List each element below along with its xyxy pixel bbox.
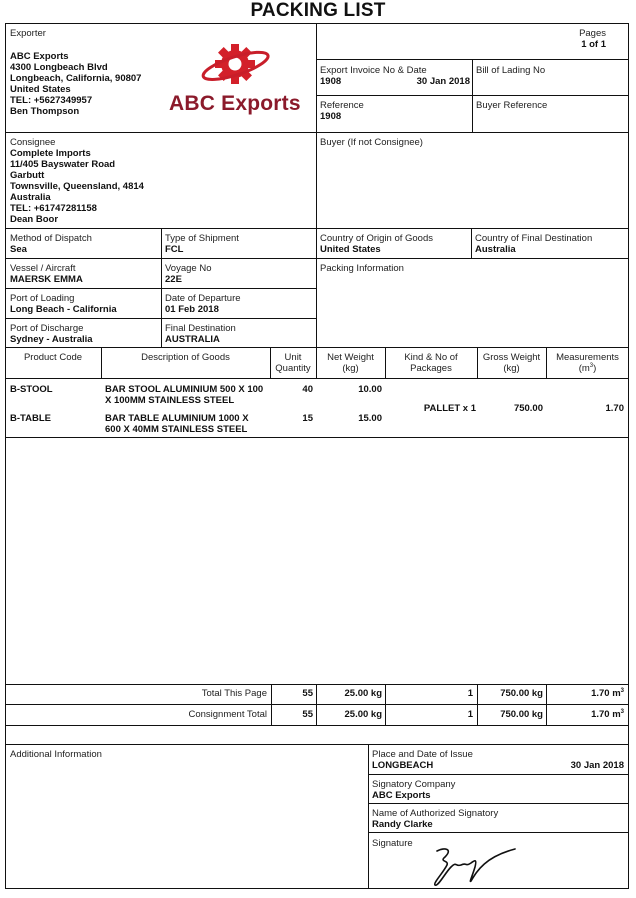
divider	[5, 132, 629, 133]
authorized-signatory-value: Randy Clarke	[372, 819, 433, 830]
divider	[316, 23, 317, 347]
bill-of-lading-label: Bill of Lading No	[476, 65, 546, 76]
reference-label: Reference	[320, 100, 364, 111]
divider	[5, 744, 629, 745]
exporter-label: Exporter	[10, 28, 46, 39]
invoice-number: 1908	[320, 76, 342, 87]
invoice-label: Export Invoice No & Date	[320, 65, 427, 76]
total-this-page-label: Total This Page	[201, 688, 267, 699]
country-of-origin-label: Country of Origin of Goods	[320, 233, 433, 244]
buyer-reference-label: Buyer Reference	[476, 100, 548, 111]
signature-label: Signature	[372, 838, 413, 849]
divider	[5, 704, 629, 705]
consignee-address-1: 11/405 Bayswater Road	[10, 159, 116, 170]
consignee-contact: Dean Boor	[10, 214, 59, 225]
authorized-signatory-label: Name of Authorized Signatory	[372, 808, 499, 819]
buyer-label: Buyer (If not Consignee)	[320, 137, 423, 148]
divider	[161, 228, 162, 347]
vessel-label: Vessel / Aircraft	[10, 263, 76, 274]
divider	[5, 258, 629, 259]
place-of-issue-value: LONGBEACH	[372, 760, 434, 771]
divider	[5, 378, 629, 379]
consignee-name: Complete Imports	[10, 148, 91, 159]
consignee-label: Consignee	[10, 137, 56, 148]
table-row-2-description: BAR TABLE ALUMINIUM 1000 X 600 X 40MM STAINLESS STEEL	[105, 413, 249, 435]
divider	[368, 803, 629, 804]
reference-value: 1908	[320, 111, 342, 122]
type-of-shipment-label: Type of Shipment	[165, 233, 239, 244]
exporter-address-2: Longbeach, California, 90807	[10, 73, 142, 84]
table-row-1-quantity: 40	[302, 384, 313, 395]
divider	[5, 684, 629, 685]
table-row-1-net-weight: 10.00	[358, 384, 382, 395]
divider	[368, 774, 629, 775]
consignee-address-3: Townsville, Queensland, 4814	[10, 181, 144, 192]
measurements-value: 1.70	[605, 403, 624, 414]
column-header-unit-quantity: Unit Quantity	[275, 352, 311, 374]
gear-logo-icon	[165, 40, 305, 90]
column-header-measurements: Measurements $(m^3)$	[556, 352, 619, 374]
country-final-destination-value: Australia	[475, 244, 516, 255]
final-destination-value: AUSTRALIA	[165, 334, 220, 345]
place-date-issue-label: Place and Date of Issue	[372, 749, 473, 760]
signatory-company-value: ABC Exports	[372, 790, 431, 801]
country-of-origin-value: United States	[320, 244, 381, 255]
logo-text: ABC Exports	[169, 92, 301, 115]
consignment-total-measurements: 1.70 $m^3$	[591, 708, 624, 720]
table-row-1-description: BAR STOOL ALUMINIUM 500 X 100 X 100MM STAINLESS STEEL	[105, 384, 264, 406]
divider	[368, 744, 369, 889]
consignment-total-label: Consignment Total	[188, 709, 267, 720]
column-header-product-code: Product Code	[23, 352, 83, 363]
total-this-page-gross-weight: 750.00 kg	[500, 688, 543, 699]
signatory-company-label: Signatory Company	[372, 779, 456, 790]
pages-label: Pages	[579, 28, 606, 39]
consignment-total-gross-weight: 750.00 kg	[500, 709, 543, 720]
consignee-country: Australia	[10, 192, 51, 203]
document-title: PACKING LIST	[250, 0, 386, 21]
divider	[5, 228, 629, 229]
signature-icon	[425, 843, 525, 888]
port-of-loading-label: Port of Loading	[10, 293, 75, 304]
company-logo	[165, 40, 305, 120]
port-of-discharge-value: Sydney - Australia	[10, 334, 93, 345]
consignment-total-row	[5, 709, 629, 723]
column-header-description: Description of Goods	[141, 352, 230, 363]
consignment-total-packages: 1	[467, 709, 473, 720]
consignment-total-net-weight: 25.00 kg	[344, 709, 382, 720]
voyage-no-value: 22E	[165, 274, 182, 285]
date-of-issue-value: 30 Jan 2018	[570, 760, 624, 771]
packages-value: PALLET x 1	[423, 403, 476, 414]
additional-information-label: Additional Information	[10, 749, 102, 760]
pages-value: 1 of 1	[581, 39, 606, 50]
final-destination-label: Final Destination	[165, 323, 236, 334]
divider	[5, 347, 629, 348]
column-header-kind-packages: Kind & No of Packages	[404, 352, 458, 374]
exporter-country: United States	[10, 84, 71, 95]
packing-information-label: Packing Information	[320, 263, 404, 274]
invoice-date: 30 Jan 2018	[416, 76, 470, 87]
consignment-total-quantity: 55	[302, 709, 313, 720]
divider	[472, 59, 473, 132]
consignee-address-2: Garbutt	[10, 170, 45, 181]
method-of-dispatch-value: Sea	[10, 244, 27, 255]
date-of-departure-value: 01 Feb 2018	[165, 304, 219, 315]
table-row-2-code: B-TABLE	[10, 413, 51, 424]
total-this-page-net-weight: 25.00 kg	[344, 688, 382, 699]
exporter-address-1: 4300 Longbeach Blvd	[10, 62, 108, 73]
table-row-2-net-weight: 15.00	[358, 413, 382, 424]
table-row-2-quantity: 15	[302, 413, 313, 424]
column-header-gross-weight: Gross Weight (kg)	[482, 352, 541, 374]
port-of-discharge-label: Port of Discharge	[10, 323, 84, 334]
divider	[5, 437, 629, 438]
port-of-loading-value: Long Beach - California	[10, 304, 117, 315]
total-this-page-packages: 1	[467, 688, 473, 699]
total-this-page-quantity: 55	[302, 688, 313, 699]
exporter-name: ABC Exports	[10, 51, 69, 62]
method-of-dispatch-label: Method of Dispatch	[10, 233, 92, 244]
column-header-net-weight: Net Weight (kg)	[327, 352, 374, 374]
gross-weight-value: 750.00	[513, 403, 543, 414]
date-of-departure-label: Date of Departure	[165, 293, 241, 304]
type-of-shipment-value: FCL	[165, 244, 184, 255]
table-row-1-code: B-STOOL	[10, 384, 53, 395]
total-this-page-row	[5, 688, 629, 702]
consignee-phone: TEL: +61747281158	[10, 203, 97, 214]
voyage-no-label: Voyage No	[165, 263, 212, 274]
vessel-value: MAERSK EMMA	[10, 274, 83, 285]
divider	[368, 832, 629, 833]
exporter-contact: Ben Thompson	[10, 106, 80, 117]
country-final-destination-label: Country of Final Destination	[475, 233, 593, 244]
divider	[5, 725, 629, 726]
exporter-phone: TEL: +5627349957	[10, 95, 93, 106]
divider	[471, 228, 472, 258]
total-this-page-measurements: 1.70 $m^3$	[591, 687, 624, 699]
